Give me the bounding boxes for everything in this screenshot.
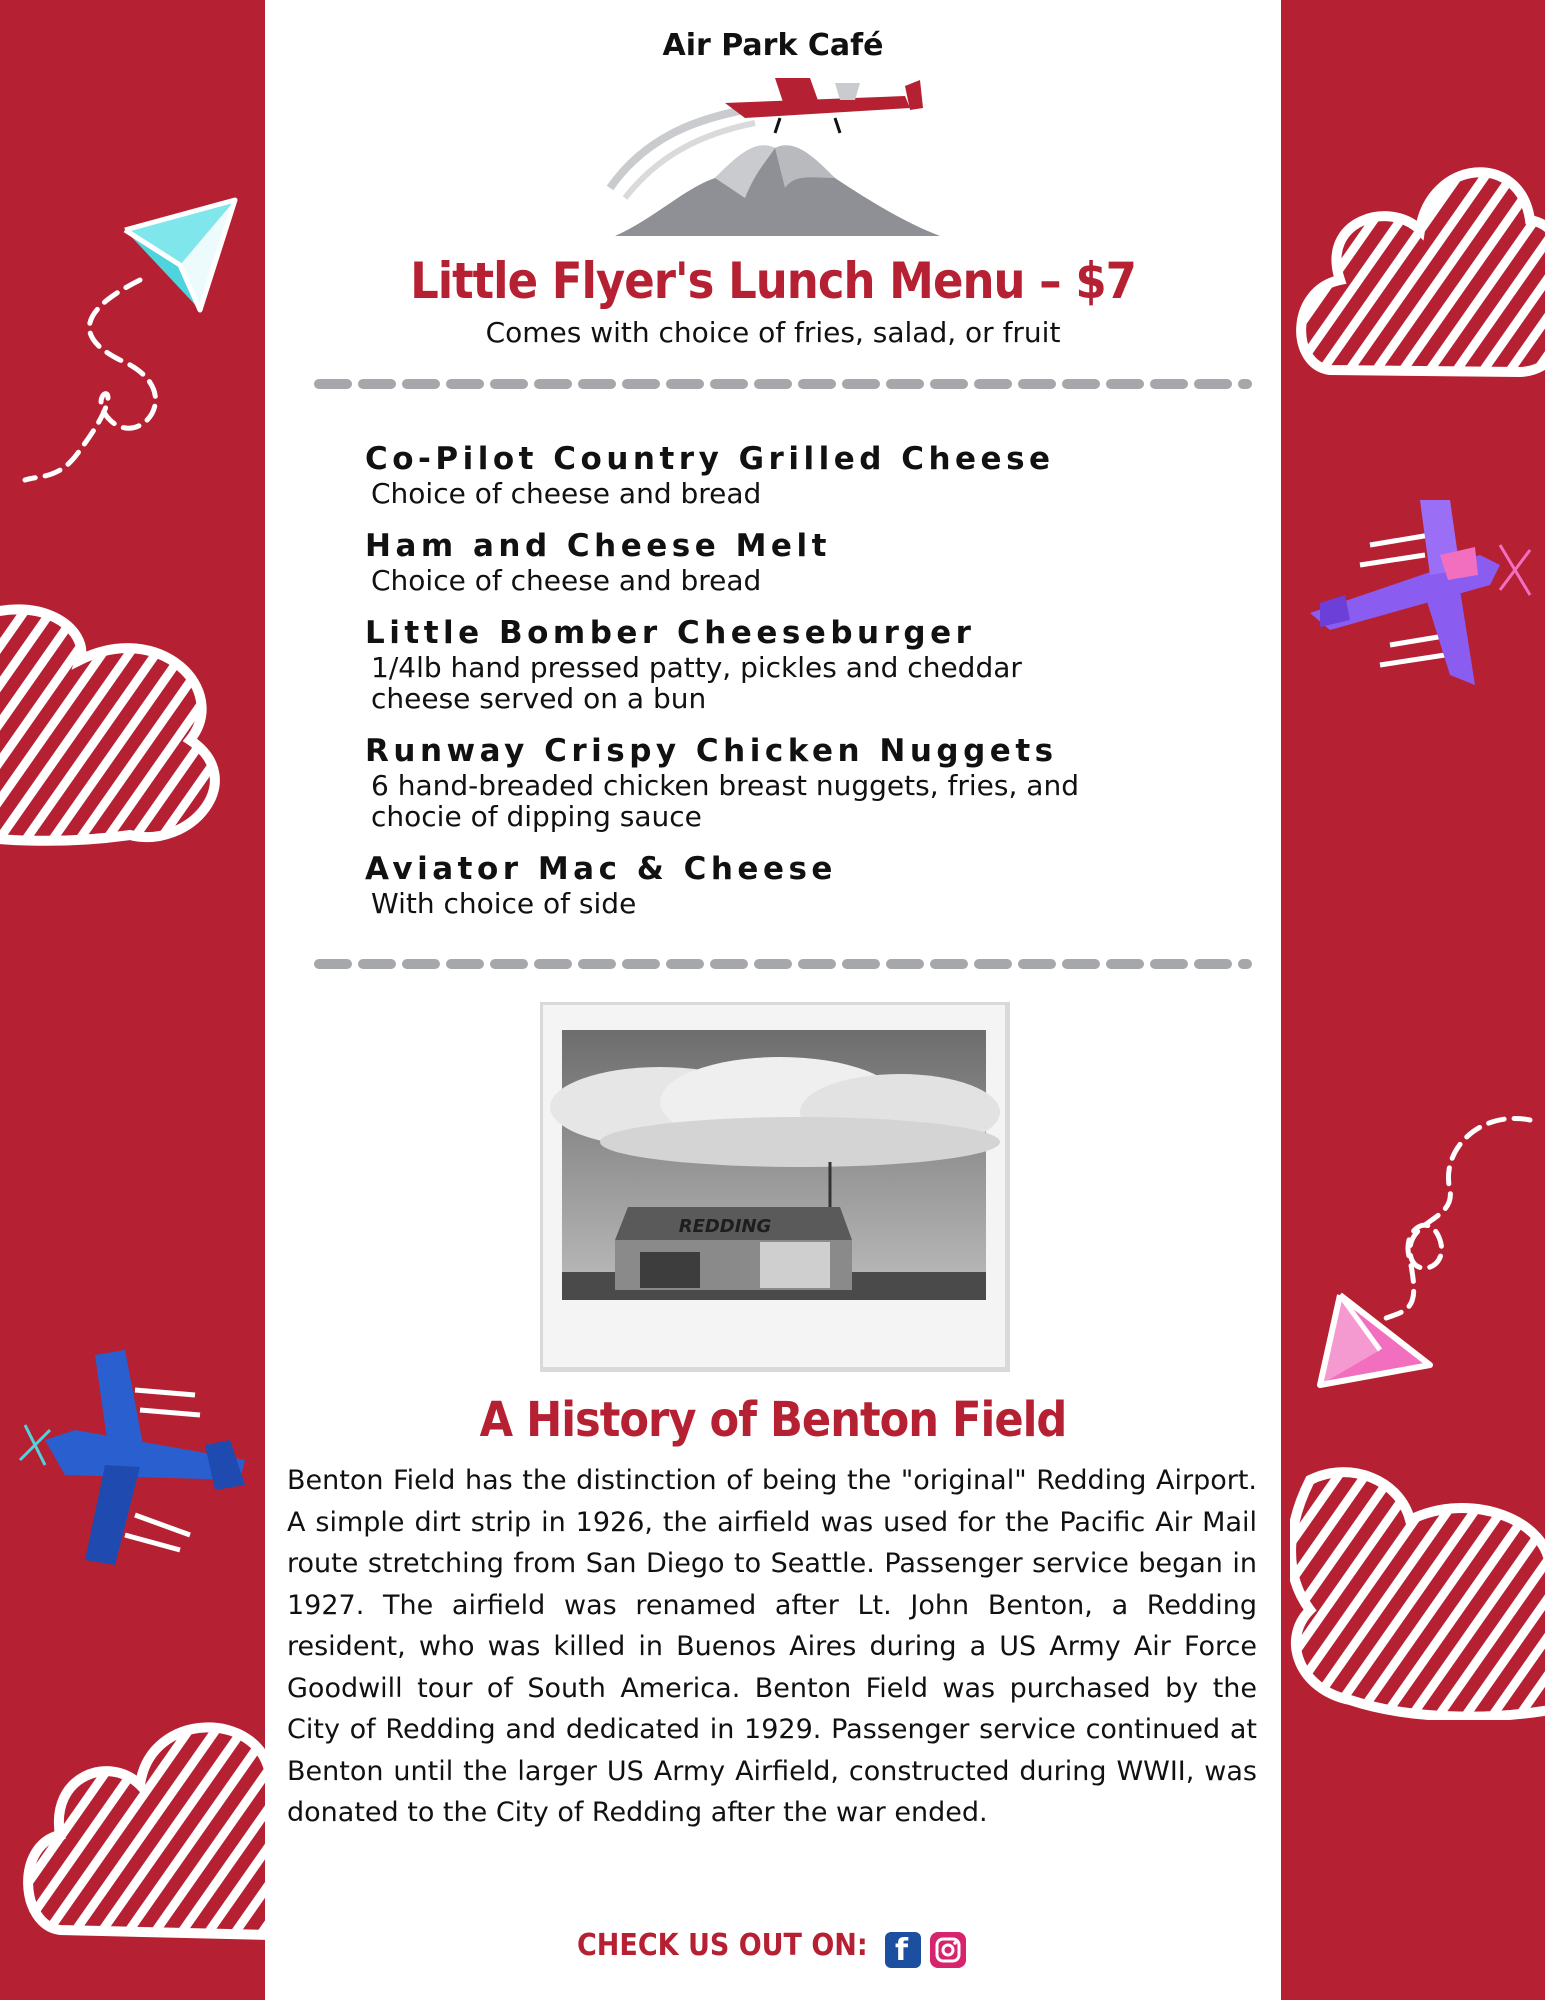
menu-item-name: Co-Pilot Country Grilled Cheese bbox=[365, 441, 1055, 477]
cafe-name: Air Park Café bbox=[662, 28, 884, 63]
dashed-divider bbox=[313, 958, 1253, 970]
dashed-divider bbox=[313, 378, 1253, 390]
facebook-link[interactable] bbox=[885, 1932, 921, 1968]
menu-title: Little Flyer's Lunch Menu – $7 bbox=[410, 252, 1136, 310]
pink-paper-plane-icon bbox=[1300, 1110, 1545, 1410]
striped-cloud-icon bbox=[1290, 1460, 1545, 1720]
menu-subtitle: Comes with choice of fries, salad, or fruit bbox=[485, 316, 1061, 349]
menu-item-description: 1/4lb hand pressed patty, pickles and cheddar bbox=[371, 651, 1022, 684]
blue-airplane-icon bbox=[15, 1345, 255, 1575]
menu-item bbox=[365, 527, 1145, 596]
facebook-icon: f bbox=[895, 1933, 909, 1968]
photo-sign-text: REDDING bbox=[678, 1216, 772, 1237]
menu-item bbox=[365, 614, 1145, 714]
history-body: Benton Field has the distinction of being the "original" Redding Airport. A simple dirt strip in 1926, the airfield was used for the Pacific Air Mail route stretching from San Diego to Seattle. Passenger service began in 1927. The airfield was renamed after Lt. John Benton, a Redding resident, who was killed in Buenos Aires during a US Army Air Force Goodwill tour of South America. Benton Field was purchased by the City of Redding and dedicated in 1929. Passenger service continued at Benton until the larger US Army Airfield, constructed during WWII, was donated to the City of Redding after the war ended. bbox=[287, 1465, 1257, 1828]
striped-cloud-icon bbox=[0, 600, 220, 850]
cyan-paper-plane-icon bbox=[20, 190, 260, 490]
menu-item-description: chocie of dipping sauce bbox=[371, 800, 702, 833]
social-callout: CHECK US OUT ON: bbox=[577, 1928, 868, 1963]
menu-item-description: With choice of side bbox=[371, 887, 637, 920]
striped-cloud-icon bbox=[20, 1695, 270, 1945]
menu-panel bbox=[265, 0, 1281, 2000]
menu-item-name: Runway Crispy Chicken Nuggets bbox=[365, 733, 1058, 769]
menu-items-list bbox=[365, 440, 1145, 937]
menu-item-name: Ham and Cheese Melt bbox=[365, 528, 831, 564]
menu-item-description: cheese served on a bun bbox=[371, 682, 707, 715]
purple-airplane-icon bbox=[1300, 495, 1540, 695]
menu-item bbox=[365, 850, 1145, 919]
menu-item-description: 6 hand-breaded chicken breast nuggets, fries, and bbox=[371, 769, 1079, 802]
striped-cloud-icon bbox=[1290, 140, 1545, 390]
menu-item-name: Little Bomber Cheeseburger bbox=[365, 615, 976, 651]
benton-field-photo bbox=[540, 1002, 1010, 1372]
menu-item-name: Aviator Mac & Cheese bbox=[365, 851, 837, 887]
instagram-icon[interactable] bbox=[930, 1932, 966, 1968]
menu-item bbox=[365, 440, 1145, 509]
menu-item bbox=[365, 732, 1145, 832]
airplane-mountain-logo bbox=[605, 78, 945, 238]
menu-item-description: Choice of cheese and bread bbox=[371, 564, 762, 597]
menu-item-description: Choice of cheese and bread bbox=[371, 477, 762, 510]
history-title: A History of Benton Field bbox=[479, 1392, 1067, 1448]
